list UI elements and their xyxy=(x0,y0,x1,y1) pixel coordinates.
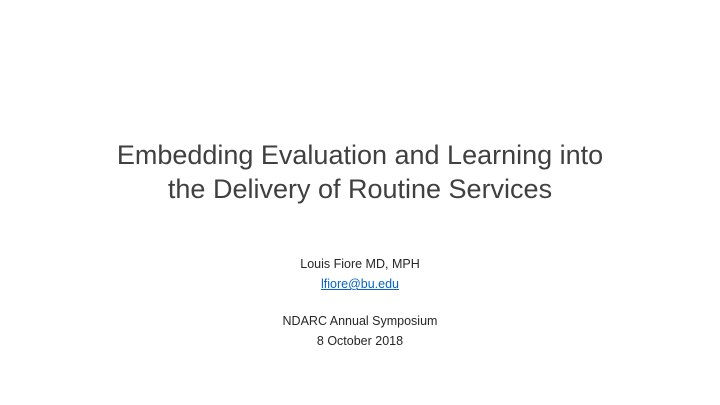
title-line-1: Embedding Evaluation and Learning into xyxy=(116,140,604,170)
event-date: 8 October 2018 xyxy=(316,334,404,348)
title-line-2: the Delivery of Routine Services xyxy=(167,174,553,204)
email-link[interactable]: lfiore@bu.edu xyxy=(320,277,399,291)
email-line xyxy=(60,274,660,294)
subtitle-spacer xyxy=(60,294,660,311)
slide-subtitle xyxy=(60,254,660,351)
slide-title xyxy=(60,138,660,206)
author-name: Louis Fiore MD, MPH xyxy=(300,257,420,271)
event-name: NDARC Annual Symposium xyxy=(282,314,438,328)
